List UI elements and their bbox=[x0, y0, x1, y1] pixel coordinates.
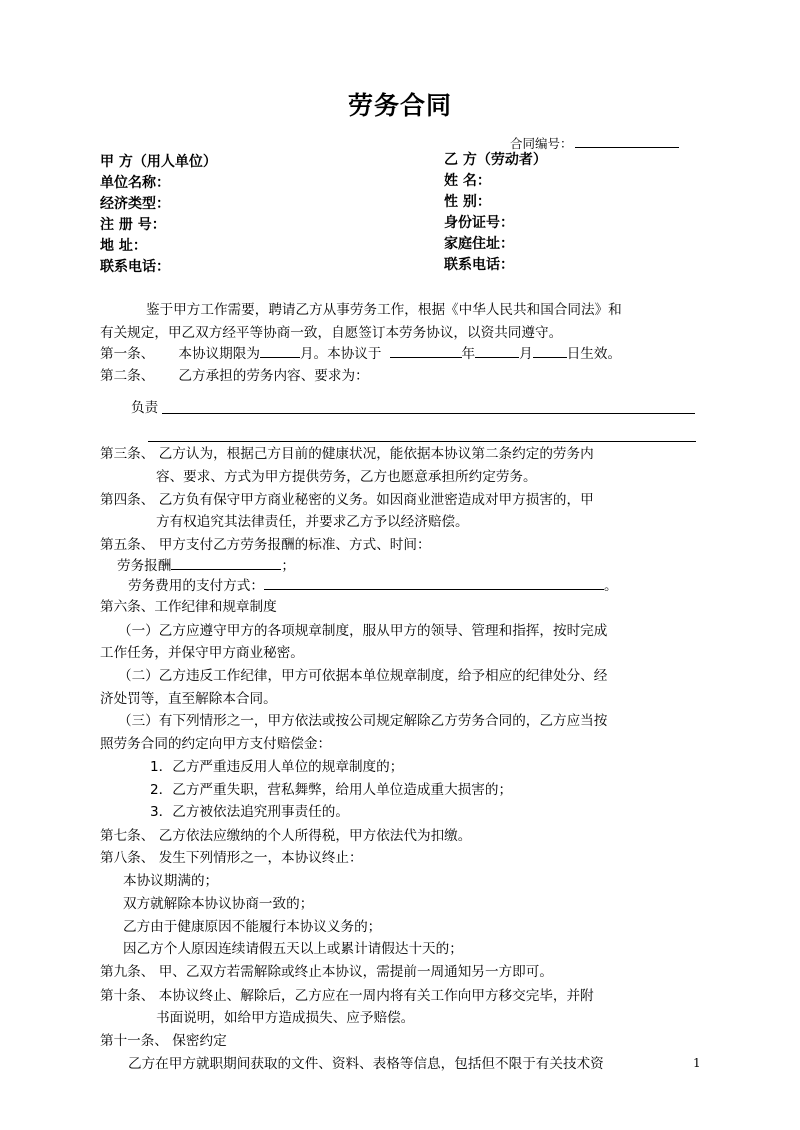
year-blank bbox=[390, 343, 462, 358]
party-a-field: 经济类型： bbox=[100, 196, 170, 212]
document-title: 劳务合同 bbox=[347, 91, 452, 120]
responsibility-blank-line bbox=[148, 441, 696, 442]
payment-method-row bbox=[128, 575, 618, 597]
article-2-number: 第二条、 bbox=[100, 368, 155, 384]
party-b-field: 姓 名： bbox=[444, 173, 491, 189]
article-8-heading: 第八条、 发生下列情形之一，本协议终止： bbox=[100, 850, 363, 866]
article-6-clause-line: （二）乙方违反工作纪律，甲方可依据本单位规章制度，给予相应的纪律处分、经 bbox=[118, 668, 608, 684]
article-1-text: 月 bbox=[519, 346, 533, 362]
article-8-item: 本协议期满的； bbox=[123, 873, 219, 889]
payment-method-end: 。 bbox=[603, 578, 618, 594]
article-11-heading: 第十一条、 保密约定 bbox=[100, 1033, 227, 1049]
article-1-text: 日生效。 bbox=[566, 346, 622, 362]
article-6-clause-line: 工作任务，并保守甲方商业秘密。 bbox=[100, 645, 304, 661]
article-6-clause-line: 照劳务合同的约定向甲方支付赔偿金： bbox=[100, 736, 332, 752]
article-5-heading: 第五条、 甲方支付乙方劳务报酬的标准、方式、时间： bbox=[100, 537, 431, 553]
intro-line: 有关规定，甲乙双方经平等协商一致，自愿签订本劳务协议，以资共同遵守。 bbox=[100, 325, 563, 341]
article-6-heading: 第六条、工作纪律和规章制度 bbox=[100, 599, 277, 615]
month-blank bbox=[475, 343, 519, 358]
article-1-number: 第一条、 bbox=[100, 346, 155, 362]
page-number: 1 bbox=[693, 1056, 701, 1070]
payment-method-label: 劳务费用的支付方式： bbox=[128, 578, 264, 594]
article-6-item: 1．乙方严重违反用人单位的规章制度的； bbox=[150, 759, 404, 775]
article-1-text: 本协议期限为 bbox=[178, 346, 260, 362]
remuneration-row bbox=[117, 555, 295, 577]
article-2 bbox=[100, 365, 369, 387]
article-10-line: 书面说明，如给甲方造成损失、应予赔偿。 bbox=[156, 1010, 415, 1026]
party-b-heading: 乙 方（劳动者） bbox=[444, 152, 547, 168]
article-4-line: 方有权追究其法律责任，并要求乙方予以经济赔偿。 bbox=[156, 514, 469, 530]
party-a-field: 注 册 号： bbox=[100, 217, 166, 233]
article-1 bbox=[100, 343, 621, 365]
remuneration-blank bbox=[171, 555, 281, 570]
article-6-clause-line: （一）乙方应遵守甲方的各项规章制度，服从甲方的领导、管理和指挥，按时完成 bbox=[118, 623, 608, 639]
intro-line: 鉴于甲方工作需要，聘请乙方从事劳务工作，根据《中华人民共和国合同法》和 bbox=[146, 302, 622, 318]
article-9: 第九条、 甲、乙双方若需解除或终止本协议，需提前一周通知另一方即可。 bbox=[100, 964, 553, 980]
party-b-field: 家庭住址： bbox=[444, 236, 514, 252]
party-b-field: 性 别： bbox=[444, 194, 491, 210]
article-10-line: 第十条、 本协议终止、解除后，乙方应在一周内将有关工作向甲方移交完毕，并附 bbox=[100, 988, 594, 1004]
article-3-line: 容、要求、方式为甲方提供劳务，乙方也愿意承担所约定劳务。 bbox=[156, 469, 537, 485]
article-6-item: 3．乙方被依法追究刑事责任的。 bbox=[150, 804, 349, 820]
party-b-field: 联系电话： bbox=[444, 257, 514, 273]
article-6-item: 2．乙方严重失职，营私舞弊，给用人单位造成重大损害的； bbox=[150, 782, 513, 798]
article-8-item: 因乙方个人原因连续请假五天以上或累计请假达十天的； bbox=[123, 941, 463, 957]
article-2-text: 乙方承担的劳务内容、要求为： bbox=[178, 368, 369, 384]
contract-number-blank bbox=[575, 135, 679, 148]
article-8-item: 乙方由于健康原因不能履行本协议义务的； bbox=[123, 919, 382, 935]
remuneration-end: ； bbox=[281, 558, 295, 574]
article-4-line: 第四条、 乙方负有保守甲方商业秘密的义务。如因商业泄密造成对甲方损害的，甲 bbox=[100, 492, 594, 508]
responsibility-label: 负责 bbox=[131, 400, 159, 416]
article-1-text: 月。本协议于 bbox=[299, 346, 382, 362]
article-8-item: 双方就解除本协议协商一致的； bbox=[123, 896, 314, 912]
contract-number-label: 合同编号： bbox=[510, 136, 573, 151]
party-b-block bbox=[444, 150, 547, 276]
article-6-clause-line: （三）有下列情形之一，甲方依法或按公司规定解除乙方劳务合同的，乙方应当按 bbox=[118, 713, 608, 729]
party-a-field: 地 址： bbox=[100, 238, 147, 254]
party-a-field: 单位名称： bbox=[100, 175, 170, 191]
term-blank bbox=[260, 343, 300, 358]
article-7: 第七条、 乙方依法应缴纳的个人所得税，甲方依法代为扣缴。 bbox=[100, 828, 472, 844]
article-11-body: 乙方在甲方就职期间获取的文件、资料、表格等信息，包括但不限于有关技术资 bbox=[128, 1056, 604, 1072]
remuneration-label: 劳务报酬 bbox=[117, 558, 172, 574]
party-b-field: 身份证号： bbox=[444, 215, 514, 231]
day-blank bbox=[533, 343, 567, 358]
article-3-line: 第三条、 乙方认为，根据己方目前的健康状况，能依据本协议第二条约定的劳务内 bbox=[100, 446, 594, 462]
article-1-text: 年 bbox=[461, 346, 476, 362]
party-a-field: 联系电话： bbox=[100, 259, 170, 275]
article-6-clause-line: 济处罚等，直至解除本合同。 bbox=[100, 691, 277, 707]
party-a-block bbox=[100, 152, 217, 278]
payment-method-blank bbox=[264, 575, 604, 590]
party-a-heading: 甲 方（用人单位） bbox=[100, 154, 217, 170]
responsibility-blank-line bbox=[162, 413, 695, 414]
